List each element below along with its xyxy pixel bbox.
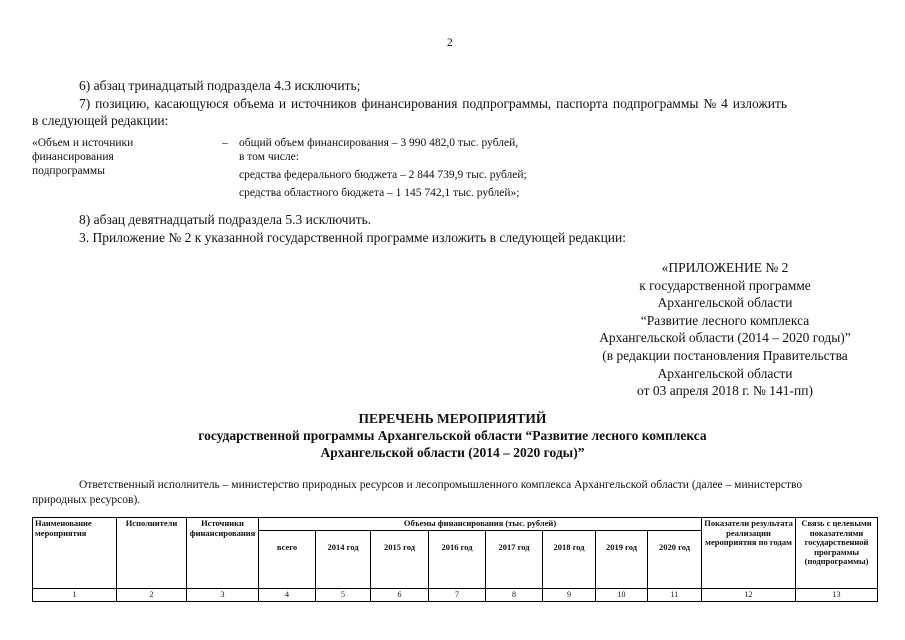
column-number: 2 (117, 588, 187, 601)
title-line: государственной программы Архангельской области “Развитие лесного комплекса (198, 428, 707, 443)
header-executors: Исполнители (117, 518, 187, 589)
appendix-line: (в редакции постановления Правительства (602, 347, 848, 363)
paragraph-item7-line2: в следующей редакции: (32, 113, 169, 128)
header-sources: Источники финансирования (187, 518, 259, 589)
paragraph-item6: 6) абзац тринадцатый подраздела 4.3 исключить; (79, 78, 361, 93)
paragraph-item3: 3. Приложение № 2 к указанной государственной программе изложить в следующей редакции: (79, 230, 626, 245)
header-link: Связь с целевыми показателями государственной программы (подпрограммы) (796, 518, 878, 589)
column-number: 6 (371, 588, 429, 601)
passport-label-line: «Объем и источники (32, 137, 134, 149)
passport-value-line: средства федерального бюджета – 2 844 739,9 тыс. рублей; (239, 169, 527, 181)
column-number: 4 (259, 588, 316, 601)
passport-value-line: общий объем финансирования – 3 990 482,0 тыс. рублей, (239, 137, 519, 149)
column-number: 7 (429, 588, 486, 601)
measures-table (32, 517, 878, 602)
column-number: 1 (33, 588, 117, 601)
column-number: 12 (702, 588, 796, 601)
column-number: 8 (486, 588, 543, 601)
appendix-line: Архангельской области (657, 295, 793, 311)
header-year: 2016 год (429, 530, 486, 588)
appendix-line: к государственной программе (639, 277, 811, 293)
title-line: ПЕРЕЧЕНЬ МЕРОПРИЯТИЙ (358, 411, 547, 426)
column-number: 13 (796, 588, 878, 601)
appendix-line: Архангельской области (2014 – 2020 годы)” (599, 330, 851, 346)
column-number: 11 (648, 588, 702, 601)
page-number: 2 (447, 37, 453, 49)
title-line: Архангельской области (2014 – 2020 годы)” (320, 445, 585, 460)
appendix-line: от 03 апреля 2018 г. № 141-пп) (637, 383, 813, 399)
appendix-line: «ПРИЛОЖЕНИЕ № 2 (661, 260, 789, 275)
header-year: 2019 год (596, 530, 648, 588)
header-year: 2015 год (371, 530, 429, 588)
table-header-row (33, 518, 878, 531)
passport-dash: – (222, 137, 228, 149)
header-volumes: Объемы финансирования (тыс. рублей) (259, 518, 702, 531)
document-title (0, 410, 905, 461)
passport-label-line: финансирования (32, 151, 114, 163)
responsible-executor-line1: Ответственный исполнитель – министерство природных ресурсов и лесопромышленного комплекса Архангельской области (далее – министерство (79, 479, 803, 491)
column-number: 3 (187, 588, 259, 601)
header-year: 2014 год (316, 530, 371, 588)
passport-value-line: средства областного бюджета – 1 145 742,1 тыс. рублей»; (239, 187, 520, 199)
header-name: Наименование мероприятия (33, 518, 117, 589)
passport-value-line: в том числе: (239, 151, 299, 163)
column-number: 10 (596, 588, 648, 601)
header-indicators: Показатели результата реализации мероприятия по годам (702, 518, 796, 589)
header-year: 2018 год (543, 530, 596, 588)
column-number: 9 (543, 588, 596, 601)
responsible-executor-line2: природных ресурсов). (32, 494, 141, 506)
paragraph-item7-line1: 7) позицию, касающуюся объема и источников финансирования подпрограммы, паспорта подпрограммы № 4 изложить (79, 96, 788, 111)
appendix-line: “Развитие лесного комплекса (640, 312, 810, 328)
appendix-line: Архангельской области (657, 365, 793, 381)
appendix-heading (560, 259, 890, 400)
column-number: 5 (316, 588, 371, 601)
paragraph-item8: 8) абзац девятнадцатый подраздела 5.3 исключить. (79, 212, 372, 227)
table-row (33, 588, 878, 601)
header-total: всего (259, 530, 316, 588)
passport-label-line: подпрограммы (32, 165, 105, 177)
header-year: 2020 год (648, 530, 702, 588)
header-year: 2017 год (486, 530, 543, 588)
